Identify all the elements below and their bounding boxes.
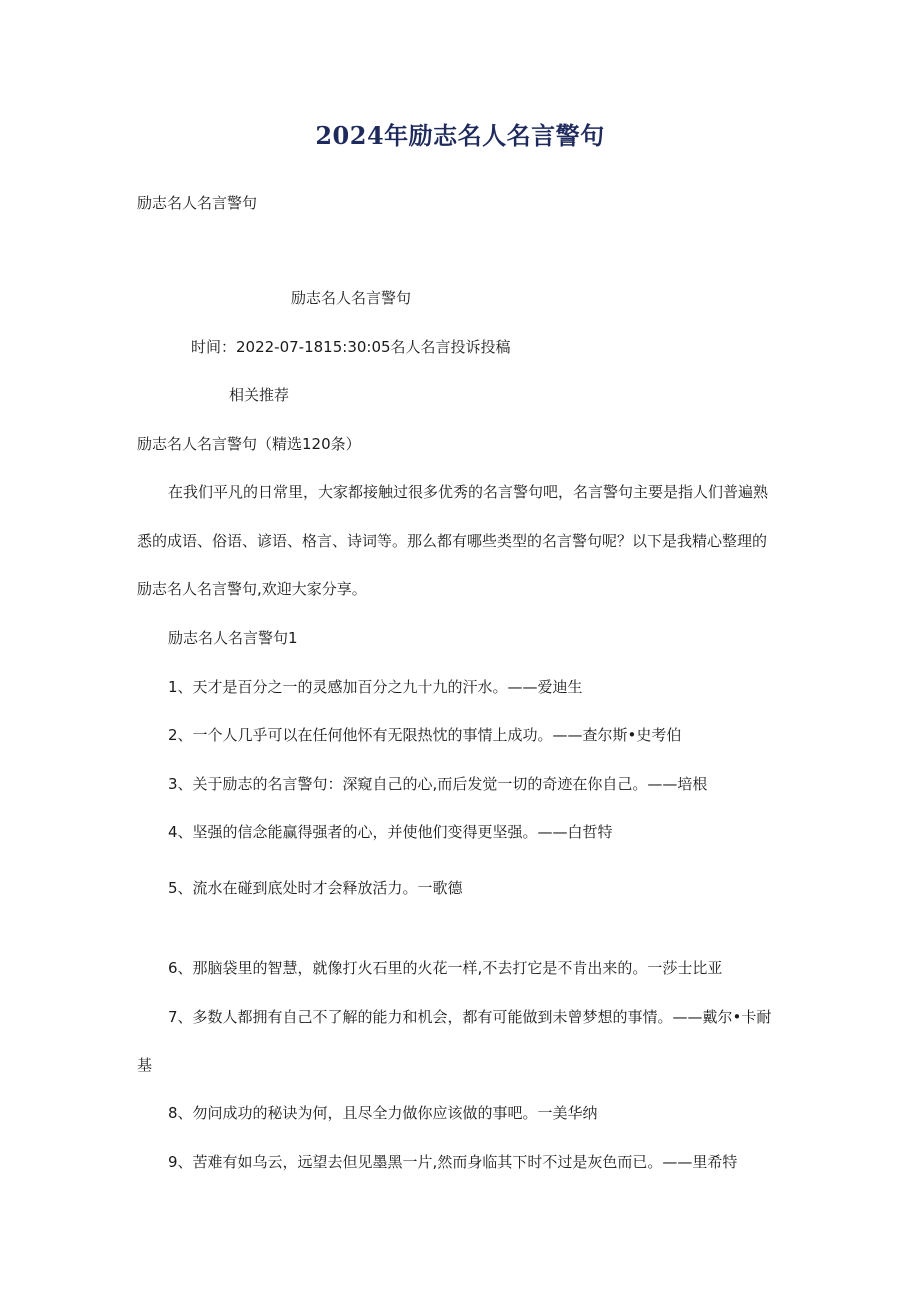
quote-item: 6、那脑袋里的智慧，就像打火石里的火花一样,不去打它是不肯出来的。一莎士比亚 [168,959,723,977]
related-label: 相关推荐 [229,386,290,404]
quote-item: 4、坚强的信念能赢得强者的心，并使他们变得更坚强。——白哲特 [168,823,613,841]
document-subtitle: 励志名人名言警句 [137,194,258,212]
quote-item-continuation: 基 [137,1056,153,1074]
quote-item: 3、关于励志的名言警句：深窥自己的心,而后发觉一切的奇迹在你自己。——培根 [168,775,708,793]
quote-item: 9、苦难有如乌云，远望去但见墨黑一片,然而身临其下时不过是灰色而已。——里希特 [168,1153,738,1171]
document-title: 2024年励志名人名言警句 [315,121,605,150]
intro-line: 励志名人名言警句,欢迎大家分享。 [137,580,367,598]
intro-line: 在我们平凡的日常里，大家都接触过很多优秀的名言警句吧，名言警句主要是指人们普遍熟 [168,483,769,501]
article-heading: 励志名人名言警句 [291,289,412,307]
quote-item: 2、一个人几乎可以在任何他怀有无限热忱的事情上成功。——查尔斯•史考伯 [168,726,682,744]
meta-line: 时间：2022-07-1815:30:05名人名言投诉投稿 [191,338,511,356]
section-heading: 励志名人名言警句1 [168,629,298,647]
list-title: 励志名人名言警句（精选120条） [137,435,361,453]
quote-item: 7、多数人都拥有自己不了解的能力和机会，都有可能做到未曾梦想的事情。——戴尔•卡耐 [168,1008,772,1026]
quote-item: 8、勿问成功的秘诀为何，且尽全力做你应该做的事吧。一美华纳 [168,1104,598,1122]
quote-item: 5、流水在碰到底处时才会释放活力。一歌德 [168,879,463,897]
quote-item: 1、天才是百分之一的灵感加百分之九十九的汗水。——爱迪生 [168,678,583,696]
intro-line: 悉的成语、俗语、谚语、格言、诗词等。那么都有哪些类型的名言警句呢？以下是我精心整理的 [137,532,768,550]
